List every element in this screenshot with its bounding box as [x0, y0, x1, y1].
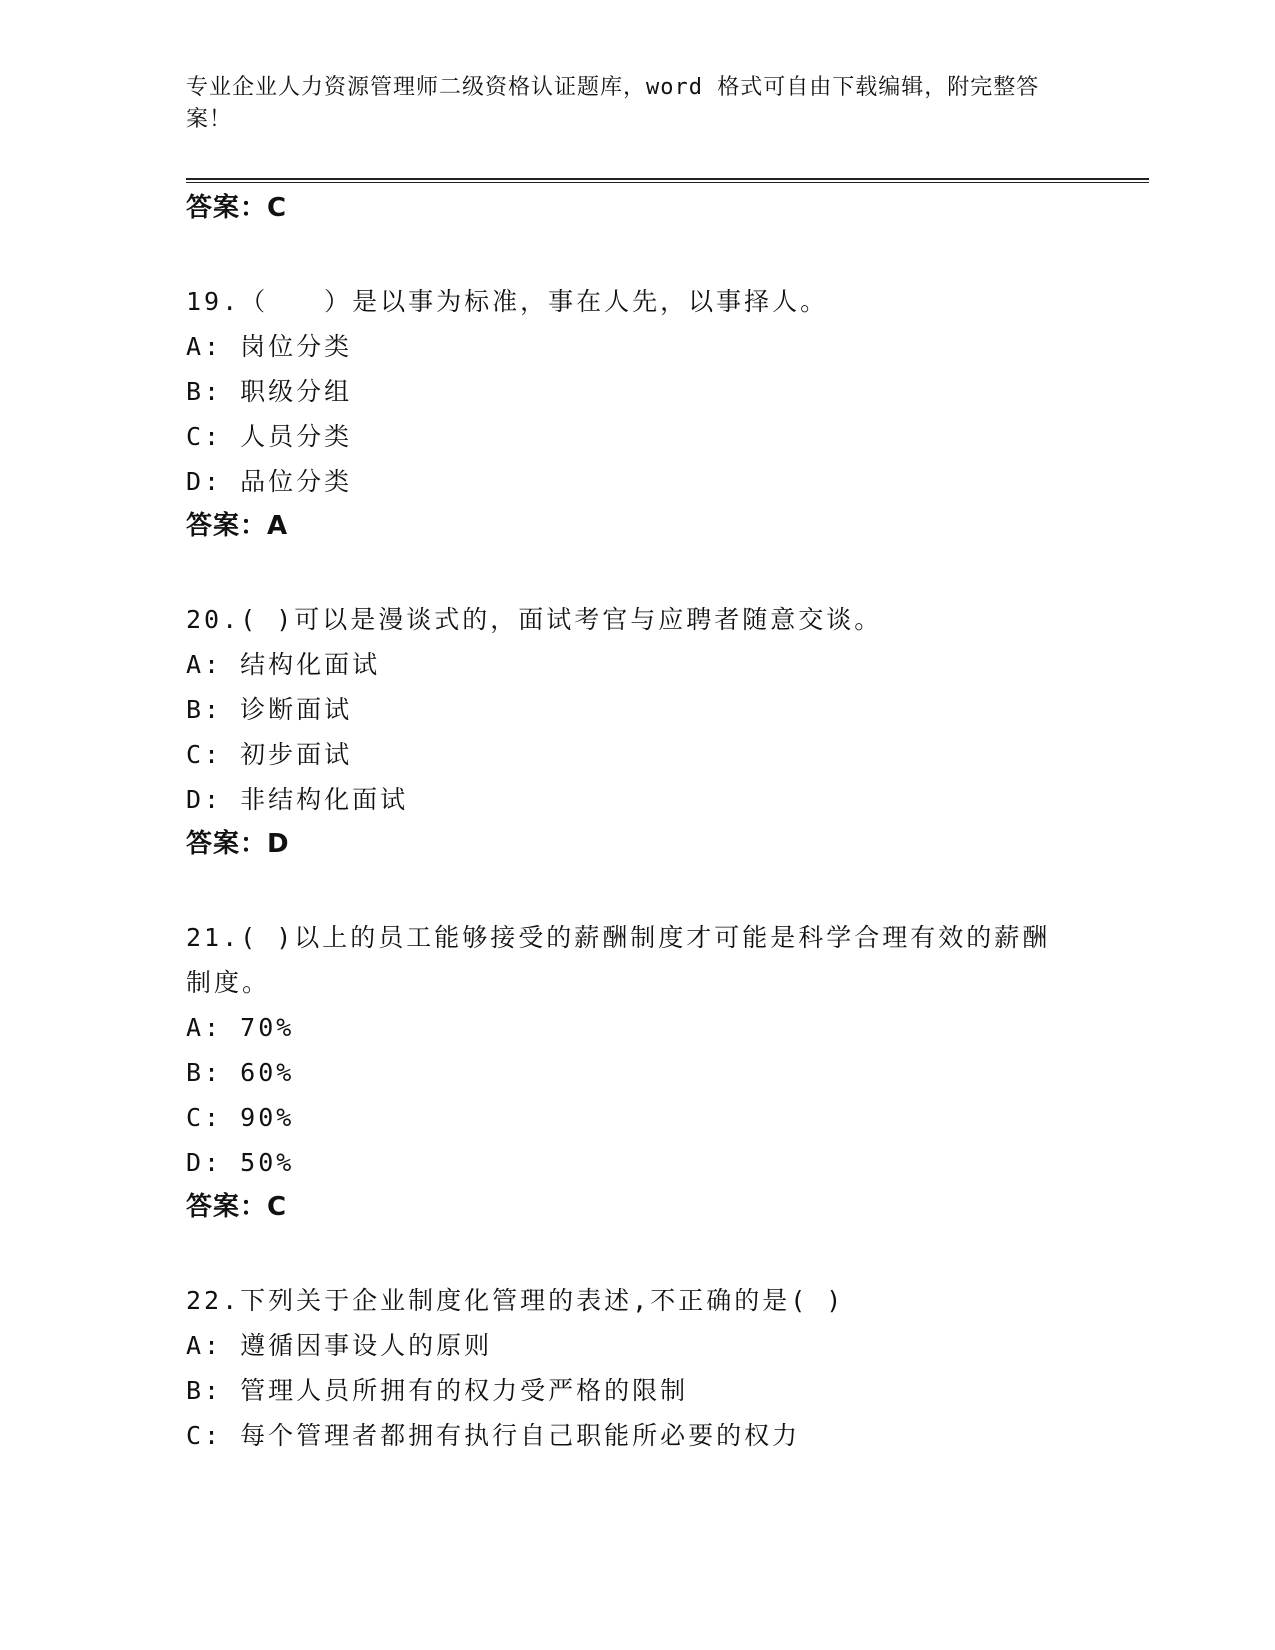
- option-a: A: 70%: [186, 1013, 295, 1042]
- question-stem: 19.（ ）是以事为标准，事在人先，以事择人。: [186, 287, 829, 316]
- answer-line: 答案：D: [186, 829, 290, 859]
- answer-line: 答案：A: [186, 511, 289, 541]
- option-c: C: 初步面试: [186, 740, 353, 769]
- option-a: A: 岗位分类: [186, 332, 353, 361]
- question-stem: 22.下列关于企业制度化管理的表述,不正确的是( ): [186, 1286, 845, 1315]
- question-stem: 20.( )可以是漫谈式的，面试考官与应聘者随意交谈。: [186, 605, 883, 634]
- option-a: A: 结构化面试: [186, 650, 381, 679]
- option-b: B: 职级分组: [186, 377, 353, 406]
- option-d: D: 50%: [186, 1148, 295, 1177]
- question-20: [186, 597, 1086, 867]
- option-b: B: 管理人员所拥有的权力受严格的限制: [186, 1376, 689, 1405]
- option-a: A: 遵循因事设人的原则: [186, 1331, 493, 1360]
- document-header: 专业企业人力资源管理师二级资格认证题库，word 格式可自由下载编辑，附完整答案！: [186, 75, 1040, 132]
- answer-line: 答案：C: [186, 193, 288, 223]
- answer-line: 答案：C: [186, 1192, 288, 1222]
- option-c: C: 每个管理者都拥有执行自己职能所必要的权力: [186, 1421, 801, 1450]
- question-19: [186, 279, 1086, 549]
- header-divider: [186, 178, 1149, 183]
- option-b: B: 60%: [186, 1058, 295, 1087]
- option-c: C: 90%: [186, 1103, 295, 1132]
- question-22: [186, 1278, 1086, 1458]
- option-d: D: 品位分类: [186, 467, 353, 496]
- question-list: [186, 186, 1086, 1458]
- option-d: D: 非结构化面试: [186, 785, 409, 814]
- option-c: C: 人员分类: [186, 422, 353, 451]
- option-b: B: 诊断面试: [186, 695, 353, 724]
- question-stem: 21.( )以上的员工能够接受的薪酬制度才可能是科学合理有效的薪酬制度。: [186, 923, 1051, 997]
- question-21: [186, 915, 1086, 1230]
